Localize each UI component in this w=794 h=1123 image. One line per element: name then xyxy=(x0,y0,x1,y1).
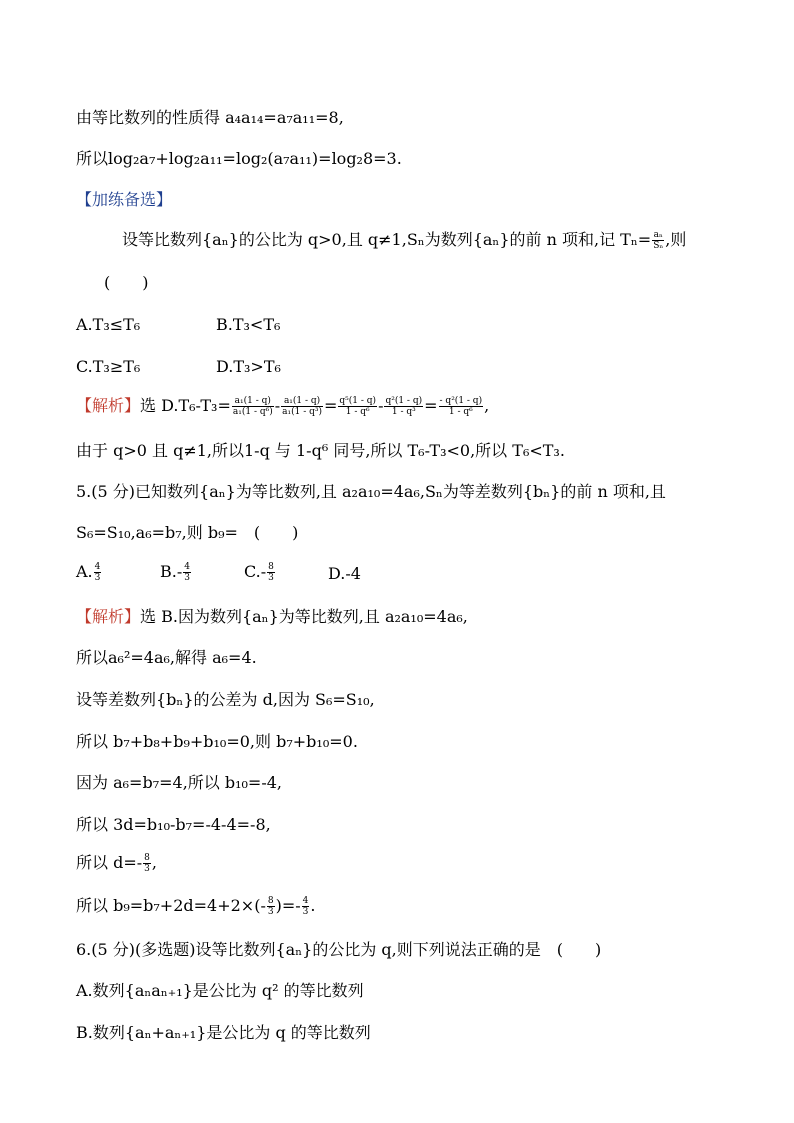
problem-5-stem: 5.(5 分)已知数列{aₙ}为等比数列,且 a₂a₁₀=4a₆,Sₙ为等差数列{bₙ}的前 n 项和,且 xyxy=(76,482,666,501)
fraction: $\frac{\text{q²(1 - q)}}{\text{1 - q³}}$ xyxy=(385,396,423,417)
solution-line: 【解析】选 B.因为数列{aₙ}为等比数列,且 a₂a₁₀=4a₆, xyxy=(76,607,468,626)
option-b: B.T₃<T₆ xyxy=(216,315,281,334)
solution-line: 【解析】选 D.T₆-T₃= $\frac{\text{a₁(1 - q)}}{\text{a₁(1 - q⁶)}}$ - $\frac{\text{a₁(1 - q)}}{\text{a₁(1 - q³)}}$ = $\frac{\text{q⁵(1 - q)}}{\text{1 - q⁶}}$ - $\frac{\text{q²(1 - q)}}{\text{1 - q³}}$ = $\frac{\text{- q²(1 - q)}}{\text{1 - q⁶}}$ , xyxy=(76,396,490,417)
fraction: $\frac{\text{a₁(1 - q)}}{\text{a₁(1 - q³)}}$ xyxy=(282,396,322,417)
p6-option-b: B.数列{aₙ+aₙ₊₁}是公比为 q 的等比数列 xyxy=(76,1023,371,1042)
text-line: 由等比数列的性质得 a₄a₁₄=a₇a₁₁=8, xyxy=(76,108,344,127)
fraction: $\frac{4}{3}$ xyxy=(184,562,190,583)
text-line: 所以 b₇+b₈+b₉+b₁₀=0,则 b₇+b₁₀=0. xyxy=(76,732,358,751)
p5-option-c: C.- $\frac{8}{3}$ xyxy=(244,562,274,583)
text-line: 所以 d=- $\frac{8}{3}$ , xyxy=(76,853,157,874)
p6-option-a: A.数列{aₙaₙ₊₁}是公比为 q² 的等比数列 xyxy=(76,981,364,1000)
option-a: A.T₃≤T₆ xyxy=(76,315,141,334)
text-line: 所以 b₉=b₇+2d=4+2×(- $\frac{8}{3}$ )=- $\frac{4}{3}$ . xyxy=(76,896,316,917)
text-line: 所以 3d=b₁₀-b₇=-4-4=-8, xyxy=(76,815,271,834)
question-text: 设等比数列{aₙ}的公比为 q>0,且 q≠1,Sₙ为数列{aₙ}的前 n 项和,记 Tₙ= xyxy=(122,230,652,249)
text-line: 因为 a₆=b₇=4,所以 b₁₀=-4, xyxy=(76,773,283,792)
extra-practice-tag: 【加练备选】 xyxy=(76,190,173,209)
text-line: 所以a₆²=4a₆,解得 a₆=4. xyxy=(76,648,257,667)
p5-option-a: A. $\frac{4}{3}$ xyxy=(76,562,101,583)
fraction: $\frac{\text{aₙ}}{\text{Sₙ}}$ xyxy=(653,230,664,251)
option-c: C.T₃≥T₆ xyxy=(76,357,141,376)
option-d: D.T₃>T₆ xyxy=(216,357,281,376)
solution-tag: 【解析】 xyxy=(76,607,141,626)
fraction: $\frac{\text{q⁵(1 - q)}}{\text{1 - q⁶}}$ xyxy=(339,396,377,417)
fraction: $\frac{\text{a₁(1 - q)}}{\text{a₁(1 - q⁶)}}$ xyxy=(232,396,273,417)
fraction: $\frac{8}{3}$ xyxy=(268,562,274,583)
question-stem: 设等比数列{aₙ}的公比为 q>0,且 q≠1,Sₙ为数列{aₙ}的前 n 项和,记 Tₙ= $\frac{\text{aₙ}}{\text{Sₙ}}$ ,则 xyxy=(122,230,687,251)
answer-paren: ( ) xyxy=(104,273,149,292)
problem-6-stem: 6.(5 分)(多选题)设等比数列{aₙ}的公比为 q,则下列说法正确的是 ( ) xyxy=(76,940,602,959)
fraction: $\frac{8}{3}$ xyxy=(267,896,274,917)
fraction: $\frac{4}{3}$ xyxy=(94,562,101,583)
text-line: 设等差数列{bₙ}的公差为 d,因为 S₆=S₁₀, xyxy=(76,690,375,709)
fraction: $\frac{\text{- q²(1 - q)}}{\text{1 - q⁶}}$ xyxy=(439,396,483,417)
fraction: $\frac{4}{3}$ xyxy=(302,896,309,917)
p5-option-b: B.- $\frac{4}{3}$ xyxy=(160,562,190,583)
problem-5-stem-cont: S₆=S₁₀,a₆=b₇,则 b₉= ( ) xyxy=(76,523,299,542)
text-line: 由于 q>0 且 q≠1,所以1-q 与 1-q⁶ 同号,所以 T₆-T₃<0,所以 T₆<T₃. xyxy=(76,441,565,460)
text-line: 所以log₂a₇+log₂a₁₁=log₂(a₇a₁₁)=log₂8=3. xyxy=(76,149,402,168)
p5-option-d: D.-4 xyxy=(328,564,361,583)
solution-tag: 【解析】 xyxy=(76,396,141,415)
fraction: $\frac{8}{3}$ xyxy=(144,853,150,874)
